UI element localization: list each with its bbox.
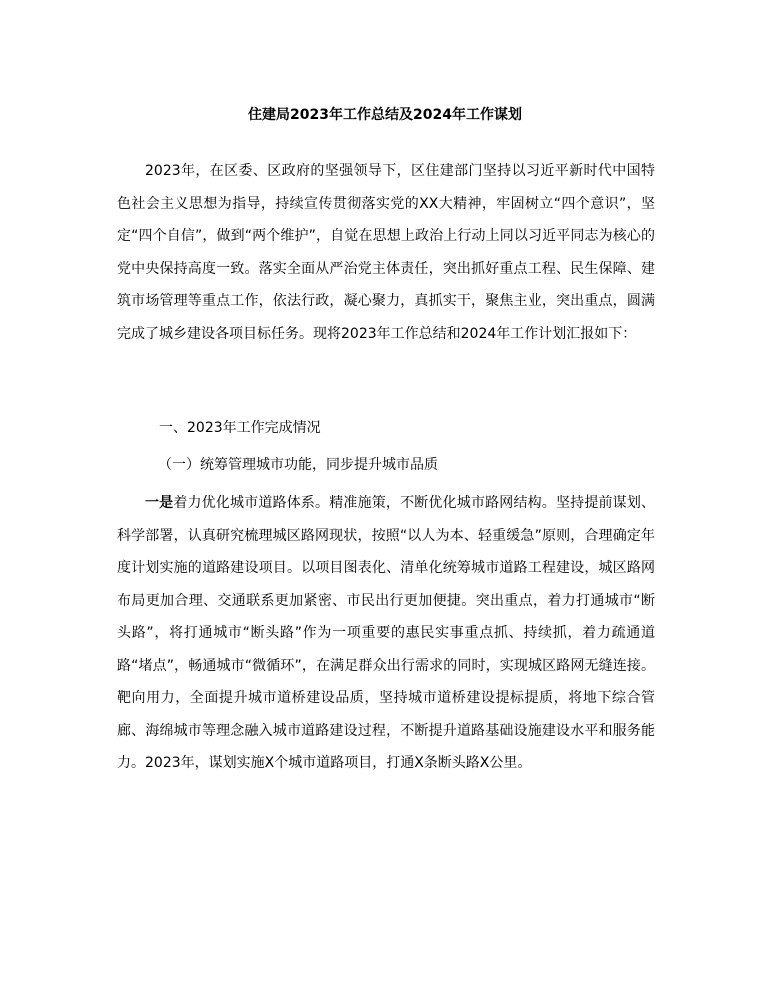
body-paragraph <box>117 487 655 780</box>
body-text: 着力优化城市道路体系。精准施策，不断优化城市路网结构。坚持提前谋划、科学部署，认真研究梳理城区路网现状，按照“以人为本、轻重缓急”原则，合理确定年度计划实施的道路建设项目。以项目图表化、清单化统筹城市道路工程建设，城区路网布局更加合理、交通联系更加紧密、市民出行更加便捷。突出重点，着力打通城市“断头路”，将打通城市“断头路”作为一项重要的惠民实事重点抓、持续抓，着力疏通道路“堵点”，畅通城市“微循环”，在满足群众出行需求的同时，实现城区路网无缝连接。靶向用力，全面提升城市道桥建设品质，坚持城市道桥建设提标提质，将地下综合管廊、海绵城市等理念融入城市道路建设过程，不断提升道路基础设施建设水平和服务能力。2023年，谋划实施X个城市道路项目，打通X条断头路X公里。 <box>117 495 655 771</box>
intro-paragraph: 2023年，在区委、区政府的坚强领导下，区住建部门坚持以习近平新时代中国特色社会主义思想为指导，持续宣传贯彻落实党的XX大精神，牢固树立“四个意识”，坚定“四个自信”，做到“两个维护”，自觉在思想上政治上行动上同以习近平同志为核心的党中央保持高度一致。落实全面从严治党主体责任，突出抓好重点工程、民生保障、建筑市场管理等重点工作，依法行政，凝心聚力，真抓实干，聚焦主业，突出重点，圆满完成了城乡建设各项目标任务。现将2023年工作总结和2024年工作计划汇报如下： <box>117 163 655 342</box>
document-title: 住建局2023年工作总结及2024年工作谋划 <box>248 107 522 123</box>
subsection-heading: （一）统筹管理城市功能，同步提升城市品质 <box>158 457 438 473</box>
section-heading: 一、2023年工作完成情况 <box>159 420 321 436</box>
body-lead: 一是 <box>145 495 174 511</box>
